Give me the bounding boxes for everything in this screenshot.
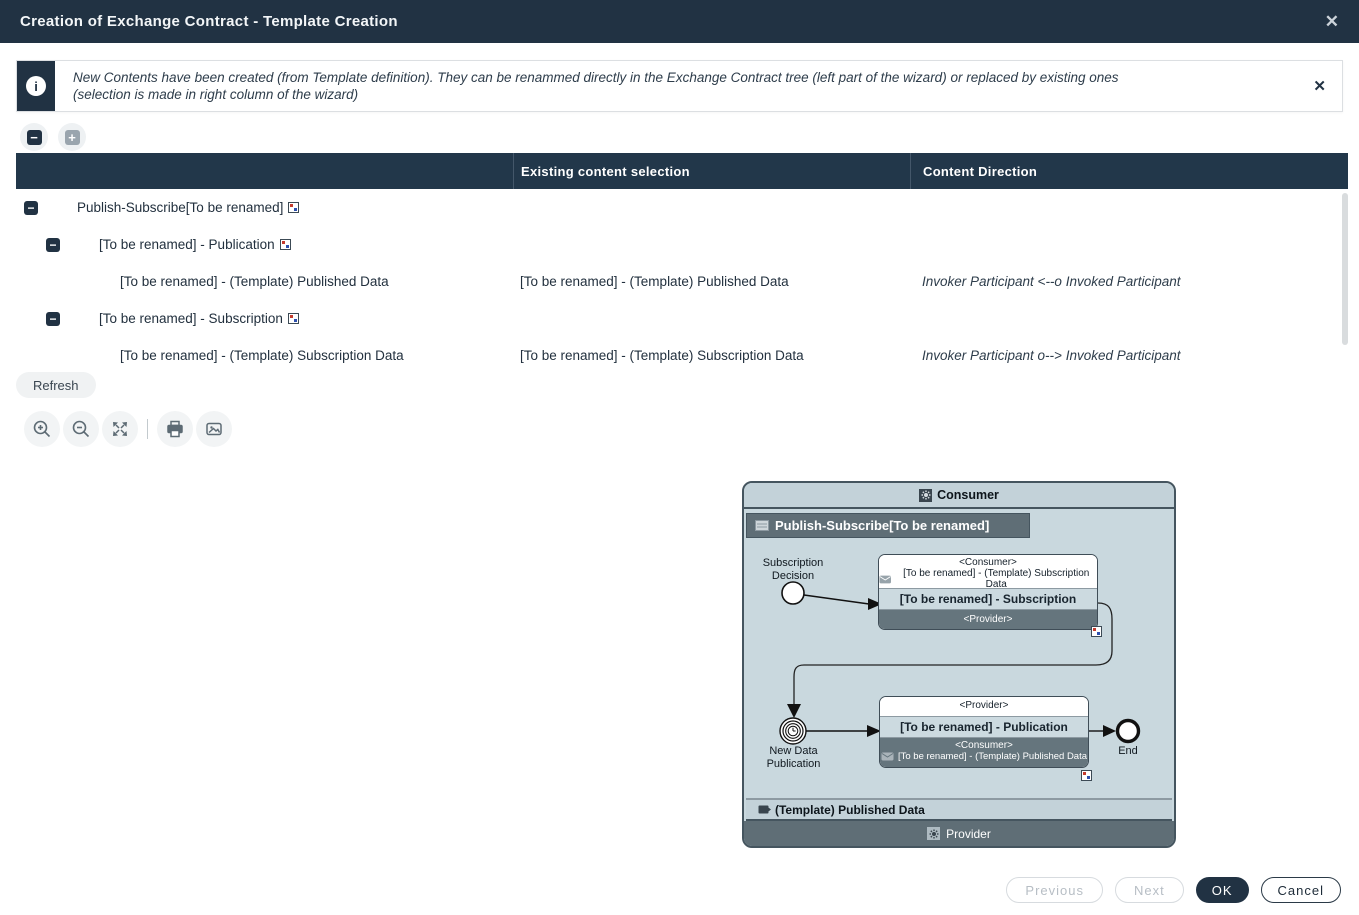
- refresh-button[interactable]: Refresh: [16, 372, 96, 398]
- table-row[interactable]: [16, 300, 1348, 337]
- data-object-icon: [758, 804, 771, 815]
- table-row[interactable]: [16, 189, 1348, 226]
- zoom-in-button[interactable]: [24, 411, 60, 447]
- publication-activity[interactable]: [879, 696, 1089, 768]
- existing-content-cell[interactable]: [To be renamed] - (Template) Published Data: [520, 274, 789, 289]
- collapse-toggle-icon[interactable]: −: [24, 201, 38, 215]
- content-direction-cell: Invoker Participant <--o Invoked Participant: [922, 274, 1181, 289]
- expand-all-button[interactable]: [58, 123, 86, 151]
- process-icon: [755, 520, 769, 531]
- tree-node-label: [To be renamed] - Subscription: [99, 311, 283, 326]
- collapse-all-icon: −: [27, 130, 42, 145]
- published-data-label: [To be renamed] - (Template) Published Data: [897, 751, 1088, 762]
- next-button[interactable]: Next: [1115, 877, 1184, 903]
- collapse-toggle-icon[interactable]: −: [46, 312, 60, 326]
- rename-icon[interactable]: [288, 313, 299, 324]
- dialog-close-icon[interactable]: ✕: [1324, 11, 1339, 31]
- process-title-bar: [746, 513, 1030, 538]
- table-scrollbar[interactable]: [1342, 193, 1348, 345]
- dialog-titlebar: [0, 0, 1359, 43]
- gear-icon: [919, 489, 932, 502]
- published-data-band-label: (Template) Published Data: [775, 802, 925, 817]
- subscription-name: [To be renamed] - Subscription: [879, 588, 1097, 610]
- rename-icon[interactable]: [1081, 770, 1092, 781]
- subscription-data-label: [To be renamed] - (Template) Subscription Data: [903, 568, 1090, 590]
- tree-node-label: [To be renamed] - Publication: [99, 237, 275, 252]
- table-row[interactable]: [16, 263, 1348, 300]
- end-event-label: End: [1118, 745, 1138, 757]
- image-icon: [203, 418, 225, 440]
- table-header: [16, 153, 1348, 189]
- export-image-button[interactable]: [196, 411, 232, 447]
- timer-event-label: New Data Publication: [766, 745, 821, 770]
- expand-all-icon: +: [65, 130, 80, 145]
- header-tree-column: [16, 153, 513, 189]
- cancel-button[interactable]: Cancel: [1261, 877, 1341, 903]
- rename-icon[interactable]: [1091, 626, 1102, 637]
- info-banner-line2: (selection is made in right column of the wizard): [73, 87, 359, 102]
- zoom-in-icon: [31, 418, 53, 440]
- wizard-footer: [1006, 877, 1341, 903]
- subscription-activity[interactable]: [878, 554, 1098, 630]
- tree-node-label: [To be renamed] - (Template) Subscription Data: [120, 348, 404, 363]
- consumer-lane-label: Consumer: [937, 488, 999, 502]
- zoom-fit-icon: [109, 418, 131, 440]
- message-icon: [881, 752, 894, 761]
- tree-node-label: [To be renamed] - (Template) Published Data: [120, 274, 389, 289]
- publication-name: [To be renamed] - Publication: [880, 716, 1088, 738]
- publication-consumer-role: <Consumer>: [955, 740, 1013, 751]
- dialog-title: Creation of Exchange Contract - Template Creation: [20, 13, 398, 30]
- subscription-provider-role: <Provider>: [879, 610, 1097, 630]
- content-direction-cell: Invoker Participant o--> Invoked Participant: [922, 348, 1181, 363]
- existing-content-cell[interactable]: [To be renamed] - (Template) Subscription Data: [520, 348, 804, 363]
- start-event-label: Subscription Decision: [762, 557, 824, 582]
- provider-lane-footer: [744, 821, 1174, 846]
- header-existing-content: Existing content selection: [513, 153, 910, 189]
- info-banner-strip: [17, 61, 55, 111]
- info-banner-text: [55, 61, 1342, 111]
- zoom-out-button[interactable]: [63, 411, 99, 447]
- collapse-all-button[interactable]: [20, 123, 48, 151]
- provider-lane-label: Provider: [946, 826, 991, 841]
- published-data-band[interactable]: [746, 798, 1172, 821]
- subscription-consumer-role: <Consumer>: [959, 557, 1017, 568]
- process-diagram[interactable]: [742, 481, 1176, 848]
- rename-icon[interactable]: [288, 202, 299, 213]
- table-row[interactable]: [16, 226, 1348, 263]
- info-banner: [16, 60, 1343, 112]
- zoom-fit-button[interactable]: [102, 411, 138, 447]
- print-button[interactable]: [157, 411, 193, 447]
- info-banner-line1: New Contents have been created (from Template definition). They can be renammed directly in the Exchange Contract tree (left part of the wizard) or replaced by existing ones: [73, 70, 1119, 85]
- consumer-lane-header: [744, 483, 1174, 509]
- process-title: Publish-Subscribe[To be renamed]: [775, 518, 990, 533]
- collapse-toggle-icon[interactable]: −: [46, 238, 60, 252]
- print-icon: [164, 418, 186, 440]
- toolbar-divider: [147, 419, 148, 439]
- tree-node-label: Publish-Subscribe[To be renamed]: [77, 200, 284, 215]
- info-icon: i: [26, 76, 46, 96]
- gear-icon: [927, 827, 940, 840]
- rename-icon[interactable]: [280, 239, 291, 250]
- zoom-out-icon: [70, 418, 92, 440]
- contract-table: [16, 153, 1348, 374]
- table-row[interactable]: [16, 337, 1348, 374]
- info-banner-close-icon[interactable]: ✕: [1313, 78, 1326, 95]
- header-content-direction: Content Direction: [910, 153, 1348, 189]
- previous-button[interactable]: Previous: [1006, 877, 1103, 903]
- publication-provider-role: <Provider>: [880, 697, 1088, 716]
- tree-toolbar: [20, 123, 86, 151]
- message-icon: [879, 575, 891, 584]
- diagram-toolbar: [24, 411, 232, 447]
- ok-button[interactable]: OK: [1196, 877, 1249, 903]
